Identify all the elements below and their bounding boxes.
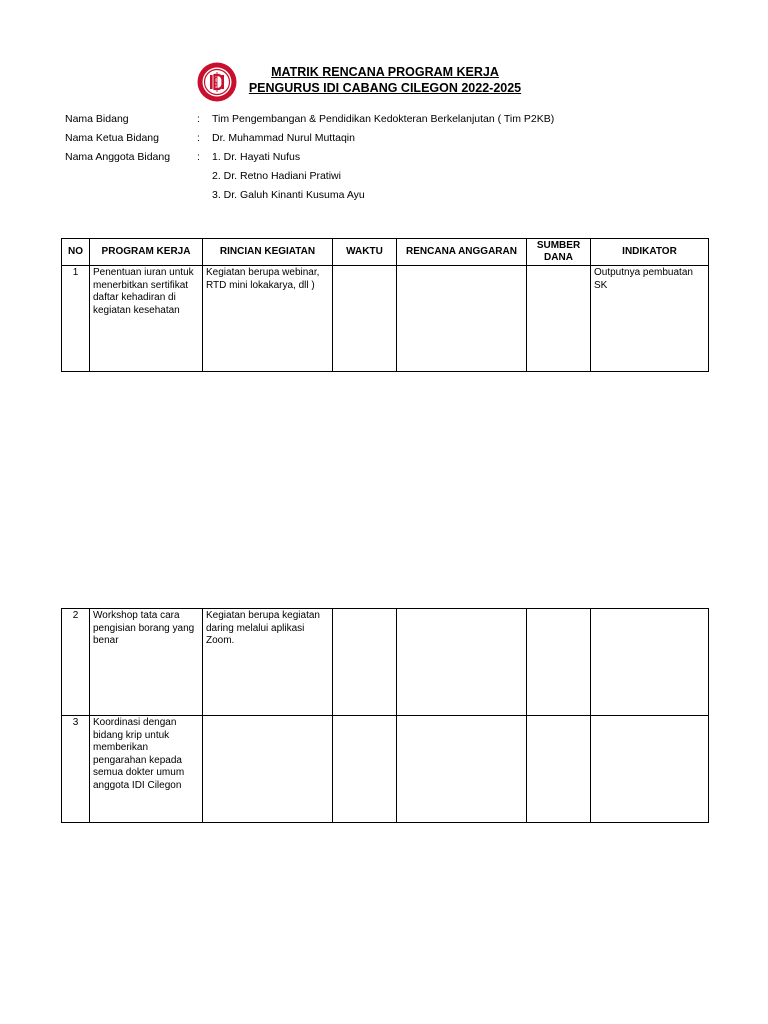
header-indikator: INDIKATOR [591,239,709,266]
cell-no: 2 [62,609,90,716]
cell-program: Koordinasi dengan bidang krip untuk memberikan pengarahan kepada semua dokter umum anggota IDI Cilegon [90,716,203,823]
cell-anggaran [397,609,527,716]
info-value: 1. Dr. Hayati Nufus [212,151,301,163]
program-matrix-table [61,238,709,372]
header-no: NO [62,239,90,266]
program-matrix-table-continued [61,608,709,823]
info-colon: : [197,132,200,144]
info-value: 2. Dr. Retno Hadiani Pratiwi [212,170,341,182]
cell-waktu [333,716,397,823]
header-rincian-kegiatan: RINCIAN KEGIATAN [203,239,333,266]
cell-rincian [203,716,333,823]
idi-logo [196,61,238,103]
info-label: Nama Ketua Bidang [65,132,159,144]
cell-indikator [591,609,709,716]
table-row [62,609,709,716]
cell-anggaran [397,266,527,372]
idi-logo-icon [196,61,238,103]
header-rencana-anggaran: RENCANA ANGGARAN [397,239,527,266]
info-colon: : [197,151,200,163]
cell-rincian: Kegiatan berupa webinar, RTD mini lokakarya, dll ) [203,266,333,372]
info-value: Dr. Muhammad Nurul Muttaqin [212,132,355,144]
header-waktu: WAKTU [333,239,397,266]
cell-sumber [527,716,591,823]
title-line-1: MATRIK RENCANA PROGRAM KERJA [271,65,499,79]
cell-indikator [591,716,709,823]
cell-no: 1 [62,266,90,372]
cell-sumber [527,609,591,716]
cell-anggaran [397,716,527,823]
table-row [62,266,709,372]
info-value: 3. Dr. Galuh Kinanti Kusuma Ayu [212,189,365,201]
table-header-row [62,239,709,266]
cell-indikator: Outputnya pembuatan SK [591,266,709,372]
cell-rincian: Kegiatan berupa kegiatan daring melalui aplikasi Zoom. [203,609,333,716]
cell-waktu [333,609,397,716]
cell-waktu [333,266,397,372]
document-title [240,64,530,96]
header-program-kerja: PROGRAM KERJA [90,239,203,266]
cell-program: Workshop tata cara pengisian borang yang benar [90,609,203,716]
header-sumber-dana: SUMBER DANA [527,239,591,266]
table-row [62,716,709,823]
info-colon: : [197,113,200,125]
info-label: Nama Bidang [65,113,129,125]
cell-no: 3 [62,716,90,823]
cell-program: Penentuan iuran untuk menerbitkan sertifikat daftar kehadiran di kegiatan kesehatan [90,266,203,372]
cell-sumber [527,266,591,372]
info-label: Nama Anggota Bidang [65,151,171,163]
info-value: Tim Pengembangan & Pendidikan Kedokteran Berkelanjutan ( Tim P2KB) [212,113,555,125]
title-line-2: PENGURUS IDI CABANG CILEGON 2022-2025 [248,81,522,95]
